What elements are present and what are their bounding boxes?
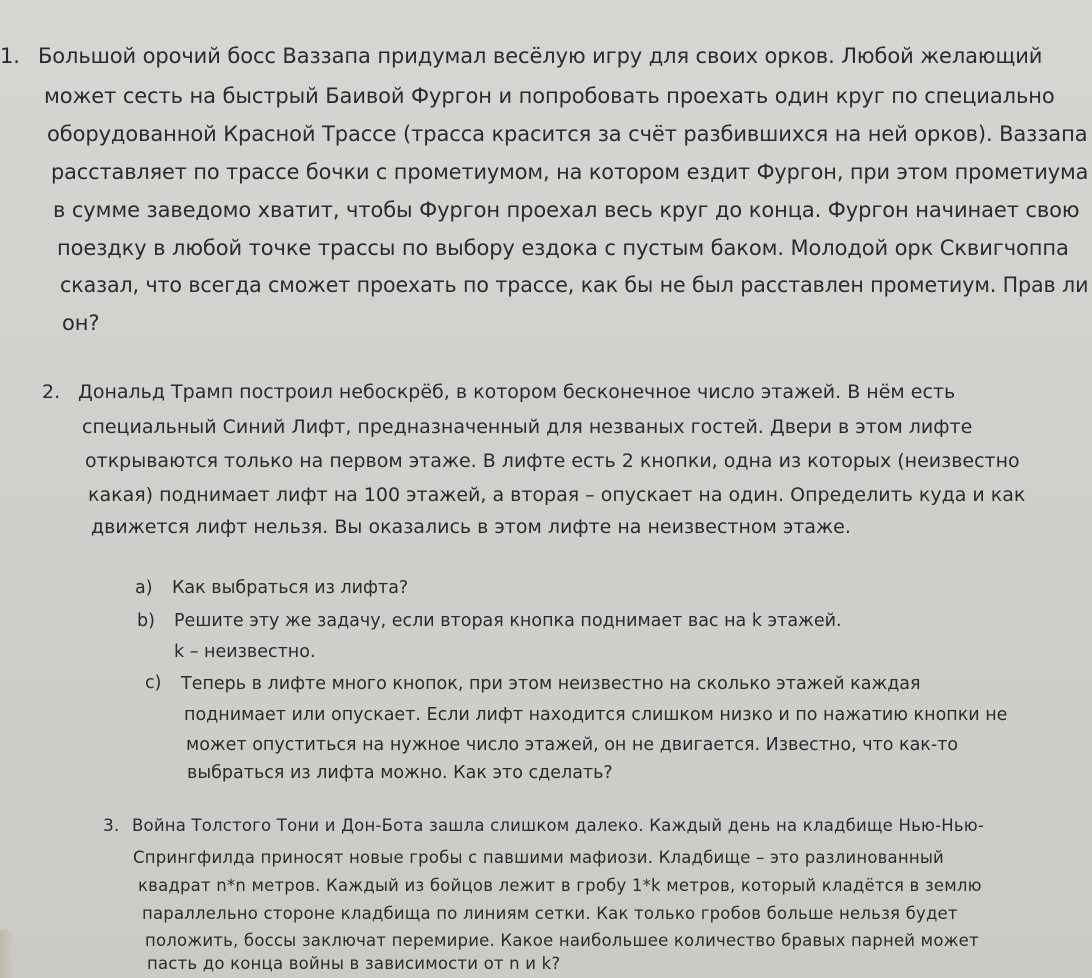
subitem-text-line: k – неизвестно. — [174, 642, 316, 662]
problem-text-line: пасть до конца войны в зависимости от n и k? — [147, 954, 561, 973]
problem-text-line: параллельно стороне кладбища по линиям сетки. Как только гробов больше нельзя будет — [142, 904, 958, 923]
problem-text-line: положить, боссы заключат перемирие. Какое наибольшее количество бравых парней может — [145, 931, 979, 950]
problem-text-line: может сесть на быстрый Баивой Фургон и попробовать проехать один круг по специально — [44, 84, 1055, 108]
problem-text-line: он? — [62, 311, 100, 335]
problem-text-line: движется лифт нельзя. Вы оказались в этом лифте на неизвестном этаже. — [91, 516, 851, 538]
problem-text-line: Спрингфилда приносят новые гробы с павшими мафиози. Кладбище – это разлинованный — [133, 848, 944, 867]
subitem-text-line: поднимает или опускает. Если лифт находится слишком низко и по нажатию кнопки не — [184, 705, 1008, 725]
problem-text-line: какая) поднимает лифт на 100 этажей, а вторая – опускает на один. Определить куда и как — [88, 484, 1026, 506]
subitem-text-line: Решите эту же задачу, если вторая кнопка поднимает вас на k этажей. — [174, 611, 842, 631]
problem-text-line: оборудованной Красной Трассе (трасса красится за счёт разбившихся на ней орков). Ваззапа — [47, 122, 1088, 146]
subitem-text-line: Теперь в лифте много кнопок, при этом неизвестно на сколько этажей каждая — [181, 674, 921, 694]
problem-text-line: сказал, что всегда сможет проехать по трассе, как бы не был расставлен прометиум. Прав ли — [60, 273, 1089, 297]
problem-text-line: поездку в любой точке трассы по выбору ездока с пустым баком. Молодой орк Сквигчоппа — [57, 236, 1069, 260]
subitem-text-line: может опуститься на нужное число этажей, он не двигается. Известно, что как-то — [186, 735, 959, 755]
subitem-label: a) — [135, 578, 153, 598]
problem-text-line: специальный Синий Лифт, предназначенный для незваных гостей. Двери в этом лифте — [82, 416, 973, 438]
problem-text-line: открываются только на первом этаже. В лифте есть 2 кнопки, одна из которых (неизвестно — [85, 450, 1020, 472]
problem-text-line: расставляет по трассе бочки с прометиумом, на котором ездит Фургон, при этом прометиума — [51, 160, 1089, 184]
subitem-text-line: Как выбраться из лифта? — [172, 578, 409, 598]
paper-edge-shadow — [0, 930, 14, 978]
problem-text-line: квадрат n*n метров. Каждый из бойцов лежит в гробу 1*k метров, который кладётся в землю — [138, 876, 982, 895]
problem-number: 3. — [103, 816, 120, 836]
problem-text-line: Дональд Трамп построил небоскрёб, в котором бесконечное число этажей. В нём есть — [78, 381, 956, 403]
problem-text-line: Война Толстого Тони и Дон-Бота зашла слишком далеко. Каждый день на кладбище Нью-Нью- — [132, 816, 985, 835]
subitem-label: c) — [145, 673, 162, 693]
problem-number: 2. — [42, 381, 61, 403]
subitem-text-line: выбраться из лифта можно. Как это сделать? — [187, 763, 613, 783]
problem-number: 1. — [0, 44, 20, 68]
problem-text-line: в сумме заведомо хватит, чтобы Фургон проехал весь круг до конца. Фургон начинает свою — [53, 198, 1080, 222]
subitem-label: b) — [137, 611, 155, 631]
problem-text-line: Большой орочий босс Ваззапа придумал весёлую игру для своих орков. Любой желающий — [38, 44, 1043, 68]
